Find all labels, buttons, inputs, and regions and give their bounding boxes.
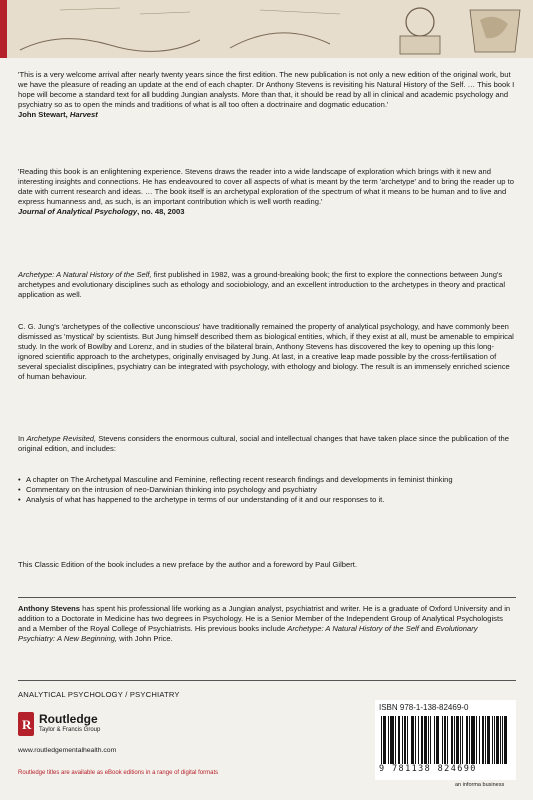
- description-p4-text: This Classic Edition of the book includes a new preface by the author and a foreword by Paul Gilbert.: [18, 560, 357, 569]
- ebook-note: Routledge titles are available as eBook editions in a range of digital formats: [18, 770, 219, 776]
- author-bio-text-2: with John Price.: [117, 634, 173, 643]
- routledge-logo-icon: R: [18, 712, 34, 736]
- isbn-label: ISBN 978-1-138-82469-0: [379, 703, 469, 712]
- book-title-revisited: Archetype Revisited,: [26, 434, 97, 443]
- author-bio-and: and: [418, 624, 436, 633]
- cover-art-strip: [0, 0, 533, 58]
- description-p1-text: first published in 1982, was a ground-breaking book; the first to explore the connections between Jung's archetypes and evolutionary disciplines such as ethology and sociobiology, and an excellent introduction to the archetypes in theory and practical application as well.: [18, 270, 506, 299]
- engraving-illustration: [0, 0, 533, 58]
- divider: [18, 680, 516, 681]
- informa-note: an informa business: [455, 782, 505, 788]
- author-name: Anthony Stevens: [18, 604, 81, 613]
- review-2-source: Journal of Analytical Psychology: [18, 207, 138, 216]
- description-p3-text: Stevens considers the enormous cultural, social and intellectual changes that have taken place since the publication of the original edition, and includes:: [18, 434, 509, 453]
- review-1-quote: 'This is a very welcome arrival after nearly twenty years since the first edition. The new publication is not only a new edition of the original work, but we have the pleasure of reading an update at the end of each chapter. Dr Anthony Stevens is revisiting his Natural History of the Self. … This book I hope will become a standard text for all budding Jungian analysts. More than that, it should be read by all in clinical and academic psychology and psychiatry so as to open the minds and traditions of what is all too often a doctrinaire and dogmatic education.': [18, 70, 515, 109]
- review-2-quote: 'Reading this book is an enlightening experience. Stevens draws the reader into a wide landscape of exploration which brings with it new and interesting insights and connections. He has endeavoured to cover all aspects of what is meant by the term 'archetype' and to bring the reader up to date with current research and ideas. … The book itself is an archetypal exploration of the spectrum of what it means to be human and to live and express humanness and, as such, is an important contribution which is well worth reading.': [18, 167, 514, 206]
- publisher-logo: [18, 710, 158, 740]
- author-book-1: Archetype: A Natural History of the Self: [287, 624, 419, 633]
- publisher-name: Routledge: [39, 712, 98, 726]
- description-p3: [18, 434, 516, 454]
- feature-item: • Commentary on the intrusion of neo-Darwinian thinking into psychology and psychiatry: [18, 485, 516, 495]
- author-bio-text-1: has spent his professional life working as a Jungian analyst, psychiatrist and writer. He is a graduate of Oxford University and in addition to a Doctorate in Medicine has two degrees in Psychology. He is a Senior Member of the Independent Group of Analytical Psychologists and a Member of the Royal College of Psychiatrists. His previous books include: [18, 604, 511, 633]
- feature-item: • Analysis of what has happened to the archetype in terms of our understanding of it and our responses to it.: [18, 495, 516, 505]
- subject-category: ANALYTICAL PSYCHOLOGY / PSYCHIATRY: [18, 690, 180, 699]
- barcode-icon: [379, 716, 507, 766]
- author-book-2: Evolutionary Psychiatry: A New Beginning,: [18, 624, 478, 643]
- review-2-attribution: [18, 207, 516, 217]
- description-p4: [18, 560, 516, 570]
- publisher-website[interactable]: www.routledgementalhealth.com: [18, 747, 117, 754]
- book-title-original: Archetype: A Natural History of the Self,: [18, 270, 152, 279]
- publisher-group: Taylor & Francis Group: [39, 727, 101, 733]
- review-2: [18, 167, 516, 217]
- author-bio: [18, 604, 516, 644]
- review-1-source: Harvest: [69, 110, 98, 119]
- feature-item: • A chapter on The Archetypal Masculine and Feminine, reflecting recent research findings and developments in feminist thinking: [18, 475, 516, 485]
- review-2-source-detail: , no. 48, 2003: [137, 207, 185, 216]
- review-1-author: John Stewart,: [18, 110, 68, 119]
- features-list: [18, 475, 516, 505]
- review-1: [18, 70, 516, 120]
- barcode-number: 9 781138 824690: [379, 764, 477, 774]
- description-p2-text: C. G. Jung's 'archetypes of the collective unconscious' have traditionally remained the property of analytical psychology, and have commonly been dismissed as 'mystical' by scientists. But Jung himself described them as biological entities, which, if they exist at all, must be amenable to empirical study. In the work of Bowlby and Lorenz, and in studies of the bilateral brain, Anthony Stevens has discovered the key to opening up this long-ignored scientific approach to the archetypes, originally envisaged by Jung. At last, in a creative leap made possible by the cross-fertilisation of several specialist disciplines, psychiatry can be integrated with psychology, with ethology and biology. The result is an immensely enriched science of human behaviour.: [18, 322, 514, 381]
- review-1-attribution: [18, 110, 516, 120]
- description-p2: [18, 322, 516, 382]
- description-p3-pre: In: [18, 434, 27, 443]
- description-p1: [18, 270, 516, 300]
- divider: [18, 597, 516, 598]
- isbn-block: [375, 700, 516, 780]
